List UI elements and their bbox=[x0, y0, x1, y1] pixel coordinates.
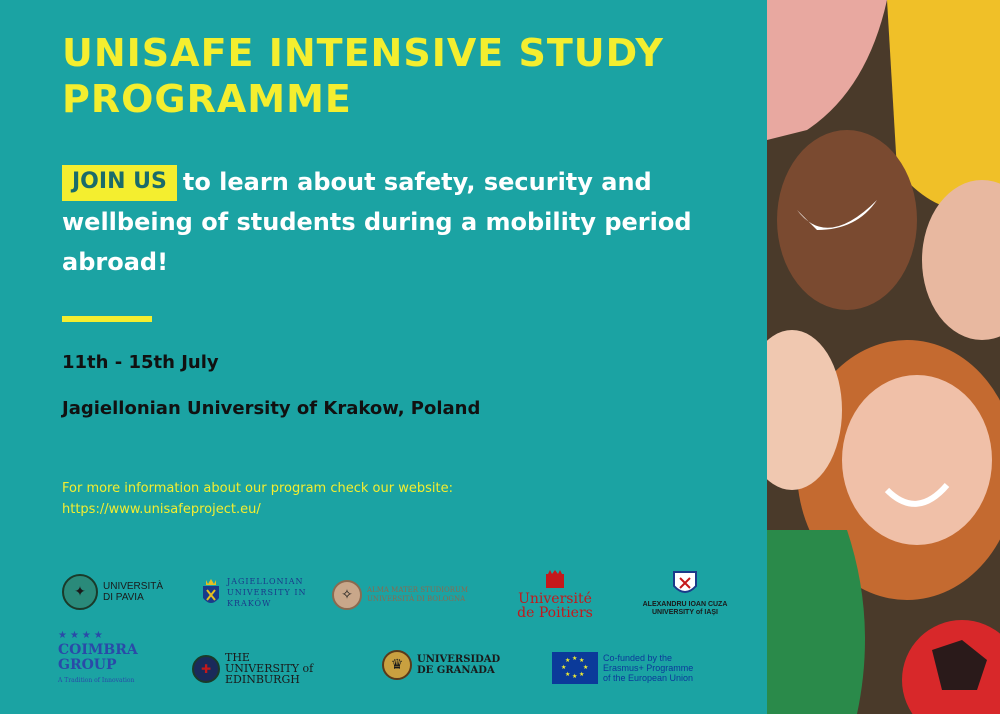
pitch-body: to learn about safety, security and wellbeing of students during a mobility period abroad! bbox=[62, 168, 692, 276]
coimbra-stars-icon: ★★★★ bbox=[58, 630, 106, 641]
students-photo bbox=[767, 0, 1000, 714]
logo-edinburgh: ✚ THE UNIVERSITY of EDINBURGH bbox=[192, 652, 325, 685]
logo-eu: ★ ★ ★ ★ ★ ★ ★ ★ Co-funded by the Erasmus+ Programme of the European Union bbox=[552, 652, 703, 684]
event-dates: 11th - 15th July bbox=[62, 352, 219, 373]
poster-title: UNISAFE INTENSIVE STUDY PROGRAMME bbox=[62, 31, 664, 121]
pavia-seal-icon: ✦ bbox=[62, 574, 98, 610]
logo-iasi: ALEXANDRU IOAN CUZA UNIVERSITY of IAȘI bbox=[640, 570, 730, 617]
info-block bbox=[62, 478, 662, 520]
logo-krakow: JAGIELLONIAN UNIVERSITY IN KRAKÓW bbox=[200, 576, 307, 609]
eu-flag-icon: ★ ★ ★ ★ ★ ★ ★ ★ bbox=[552, 652, 598, 684]
website-link[interactable]: https://www.unisafeproject.eu/ bbox=[62, 502, 261, 517]
logo-bologna: ✧ ALMA MATER STUDIORUM UNIVERSITÀ DI BOLOGNA bbox=[332, 580, 477, 610]
poitiers-crest-icon bbox=[542, 570, 568, 590]
students-photo-image bbox=[767, 0, 1000, 714]
pitch-text bbox=[62, 162, 752, 282]
join-us-badge: JOIN US bbox=[62, 165, 177, 201]
info-text: For more information about our program check our website: bbox=[62, 481, 453, 496]
edinburgh-crest-icon: ✚ bbox=[192, 655, 220, 683]
bologna-seal-icon: ✧ bbox=[332, 580, 362, 610]
logo-coimbra: ★★★★ COIMBRA GROUP A Tradition of Innovation bbox=[58, 630, 138, 684]
granada-seal-icon: ♛ bbox=[382, 650, 412, 680]
jagiellonian-crest-icon bbox=[200, 578, 222, 608]
logo-poitiers: Université de Poitiers bbox=[510, 570, 600, 620]
accent-divider bbox=[62, 316, 152, 322]
logo-granada: ♛ UNIVERSIDAD DE GRANADA bbox=[382, 650, 497, 680]
event-venue: Jagiellonian University of Krakow, Poland bbox=[62, 398, 481, 419]
logo-pavia: ✦ UNIVERSITÀ DI PAVIA bbox=[62, 574, 173, 610]
iasi-crest-icon bbox=[672, 570, 698, 598]
